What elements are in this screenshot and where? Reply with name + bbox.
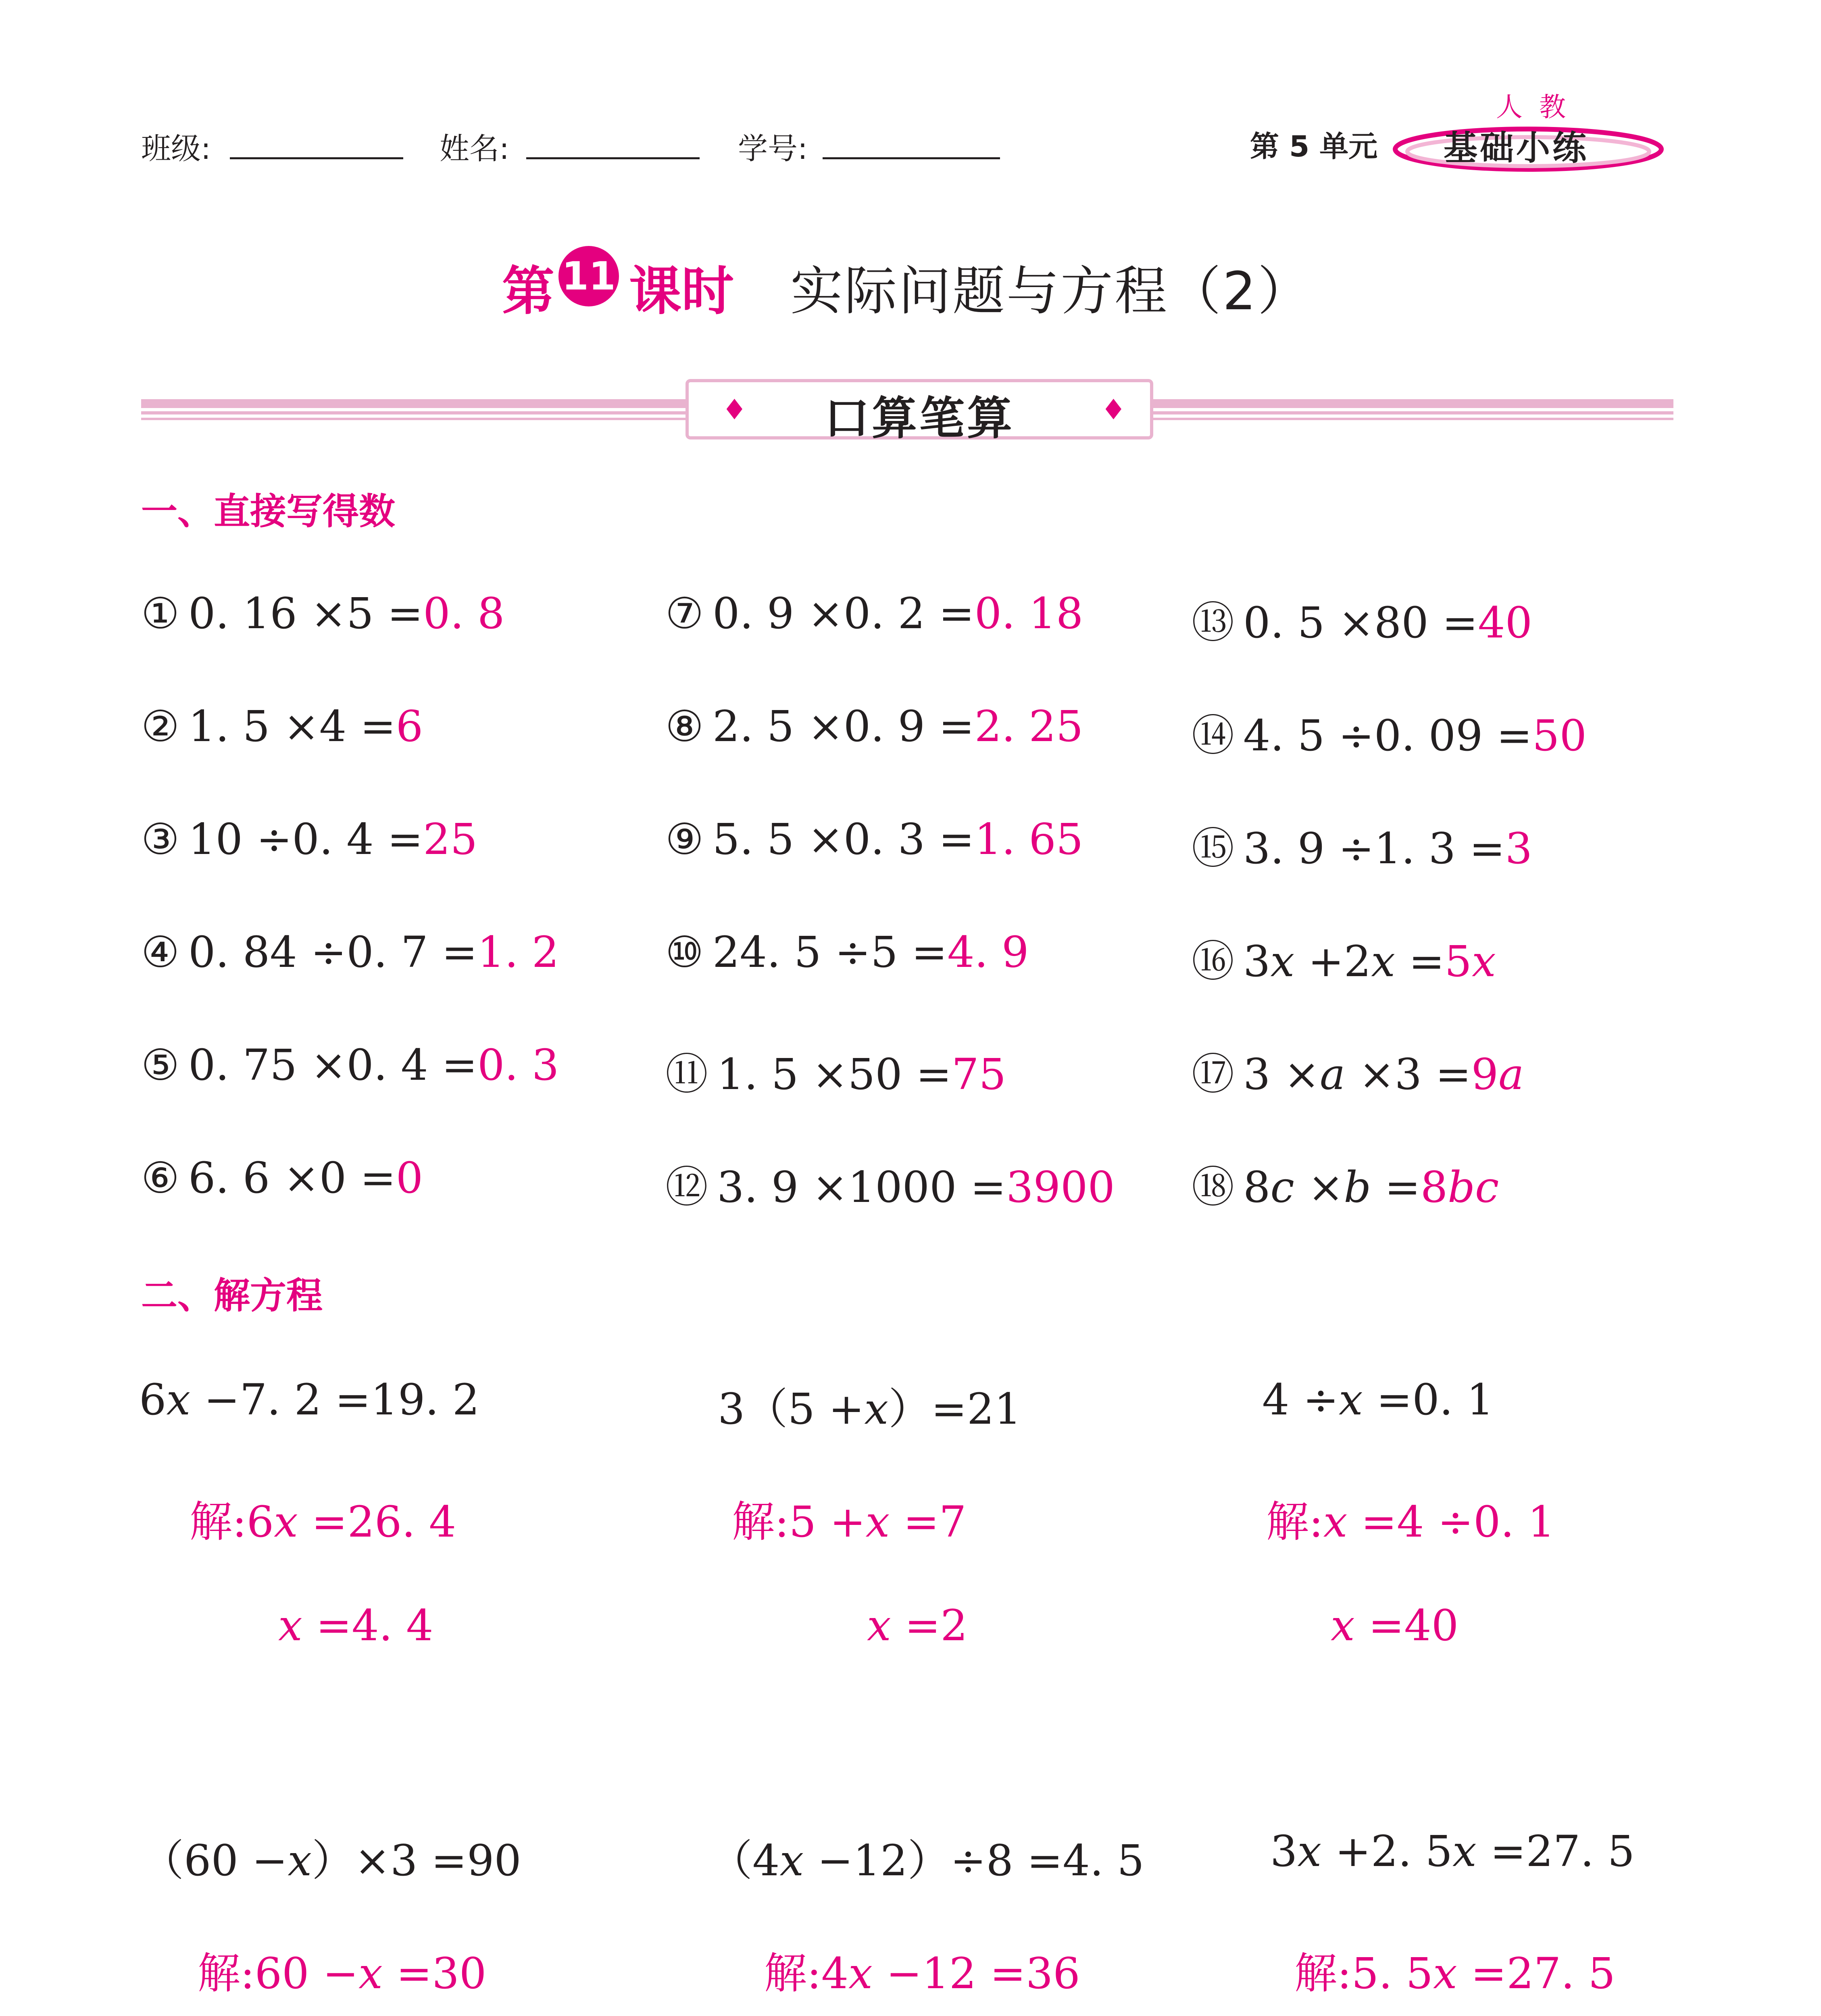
item-number: ② (141, 702, 180, 751)
title-prefix: 第 (502, 260, 555, 322)
item-number: ⑭ (1192, 711, 1234, 760)
item-number: ⑫ (665, 1162, 708, 1212)
oral-item (141, 589, 504, 638)
oral-item (665, 814, 1083, 864)
item-answer: 0 (396, 1153, 423, 1203)
equation-question: 3x +2. 5x =27. 5 (1270, 1826, 1635, 1876)
item-question: 1. 5 ×4 = (188, 702, 396, 751)
item-number: ④ (141, 927, 180, 977)
item-question: 3. 9 ×1000 = (717, 1162, 1006, 1212)
name-label: 姓名: (440, 131, 509, 166)
oral-item (665, 1153, 1115, 1214)
solution-step: x =2 (867, 1601, 968, 1650)
solution-step: 解:x =4 ÷0. 1 (1266, 1497, 1555, 1547)
oral-item (141, 702, 423, 751)
item-answer: 1. 2 (477, 927, 559, 977)
item-answer: 50 (1532, 711, 1587, 760)
item-question: 2. 5 ×0. 9 = (713, 702, 975, 751)
banner-title: 口算笔算 (824, 392, 1015, 445)
oral-item (141, 927, 559, 977)
item-answer: 9a (1471, 1050, 1524, 1099)
item-answer: 25 (423, 814, 478, 864)
item-answer: 2. 25 (974, 702, 1083, 751)
item-number: ③ (141, 814, 180, 864)
item-question: 8c ×b = (1243, 1162, 1421, 1212)
oral-item (1192, 927, 1496, 989)
item-number: ⑩ (665, 927, 704, 977)
oral-item (141, 1153, 423, 1203)
item-question: 10 ÷0. 4 = (188, 814, 423, 864)
item-number: ⑱ (1192, 1162, 1234, 1212)
item-question: 1. 5 ×50 = (717, 1050, 952, 1099)
item-question: 0. 84 ÷0. 7 = (188, 927, 478, 977)
oral-item (1192, 1040, 1524, 1102)
class-label: 班级: (141, 131, 211, 166)
oral-item (665, 927, 1029, 977)
name-blank (526, 157, 700, 159)
solution-step: 解:5 +x =7 (732, 1497, 967, 1547)
class-blank (230, 157, 403, 159)
solution-step: 解:6x =26. 4 (190, 1497, 456, 1547)
section2-heading: 二、解方程 (141, 1275, 323, 1317)
item-number: ⑪ (665, 1050, 708, 1099)
oral-item (1192, 702, 1587, 763)
badge-series: 基础小练 (1444, 128, 1589, 168)
item-answer: 3 (1505, 824, 1533, 873)
equation-question: 6x −7. 2 =19. 2 (139, 1375, 480, 1425)
item-question: 5. 5 ×0. 3 = (713, 814, 975, 864)
item-answer: 5x (1444, 937, 1496, 986)
item-question: 3 ×a ×3 = (1243, 1050, 1471, 1099)
item-answer: 6 (396, 702, 423, 751)
oral-item (141, 814, 477, 864)
item-number: ⑨ (665, 814, 704, 864)
item-number: ⑥ (141, 1153, 180, 1203)
item-number: ⑯ (1192, 937, 1234, 986)
oral-item (665, 1040, 1006, 1102)
item-number: ⑮ (1192, 824, 1234, 873)
solution-step: x =40 (1331, 1601, 1459, 1650)
item-answer: 8bc (1420, 1162, 1499, 1212)
item-answer: 0. 8 (423, 589, 505, 638)
page-title: 实际问题与方程（2） (790, 260, 1312, 322)
diamond-left-icon: ♦ (722, 393, 747, 426)
number-label: 学号: (738, 131, 808, 166)
solution-step: 解:4x −12 =36 (764, 1949, 1080, 1998)
solution-step: 解:60 −x =30 (198, 1949, 487, 1998)
section1-heading: 一、直接写得数 (141, 490, 395, 533)
solution-step: 解:5. 5x =27. 5 (1294, 1949, 1615, 1998)
item-answer: 0. 3 (477, 1040, 559, 1090)
item-question: 0. 16 ×5 = (188, 589, 423, 638)
item-number: ⑰ (1192, 1050, 1234, 1099)
item-answer: 1. 65 (974, 814, 1083, 864)
oral-item (1192, 814, 1532, 876)
oral-item (1192, 1153, 1499, 1214)
number-blank (823, 157, 1000, 159)
equation-question: 3（5 +x）=21 (718, 1384, 1021, 1434)
item-question: 24. 5 ÷5 = (713, 927, 948, 977)
oral-item (665, 589, 1083, 638)
equation-question: （60 −x）×3 =90 (141, 1836, 521, 1885)
item-answer: 75 (952, 1050, 1006, 1099)
item-question: 0. 75 ×0. 4 = (188, 1040, 478, 1090)
badge-publisher: 人 教 (1496, 92, 1570, 123)
diamond-right-icon: ♦ (1101, 393, 1126, 426)
item-number: ⑧ (665, 702, 704, 751)
lesson-number-badge: 11 (558, 246, 619, 306)
item-answer: 4. 9 (947, 927, 1029, 977)
oral-item (141, 1040, 559, 1090)
item-question: 3. 9 ÷1. 3 = (1243, 824, 1505, 873)
item-answer: 0. 18 (974, 589, 1083, 638)
equation-question: 4 ÷x =0. 1 (1262, 1375, 1494, 1425)
unit-label: 第 5 单元 (1250, 129, 1378, 163)
oral-item (665, 702, 1083, 751)
item-question: 0. 9 ×0. 2 = (713, 589, 975, 638)
item-question: 6. 6 ×0 = (188, 1153, 396, 1203)
oral-item (1192, 589, 1532, 650)
item-answer: 3900 (1006, 1162, 1115, 1212)
solution-step: x =4. 4 (278, 1601, 433, 1650)
item-number: ⑬ (1192, 598, 1234, 648)
title-suffix: 课时 (629, 260, 734, 322)
item-question: 3x +2x = (1243, 937, 1445, 986)
item-question: 0. 5 ×80 = (1243, 598, 1478, 648)
equation-question: （4x −12）÷8 =4. 5 (710, 1836, 1144, 1885)
item-question: 4. 5 ÷0. 09 = (1243, 711, 1533, 760)
item-number: ⑤ (141, 1040, 180, 1090)
item-number: ⑦ (665, 589, 704, 638)
item-number: ① (141, 589, 180, 638)
item-answer: 40 (1478, 598, 1533, 648)
